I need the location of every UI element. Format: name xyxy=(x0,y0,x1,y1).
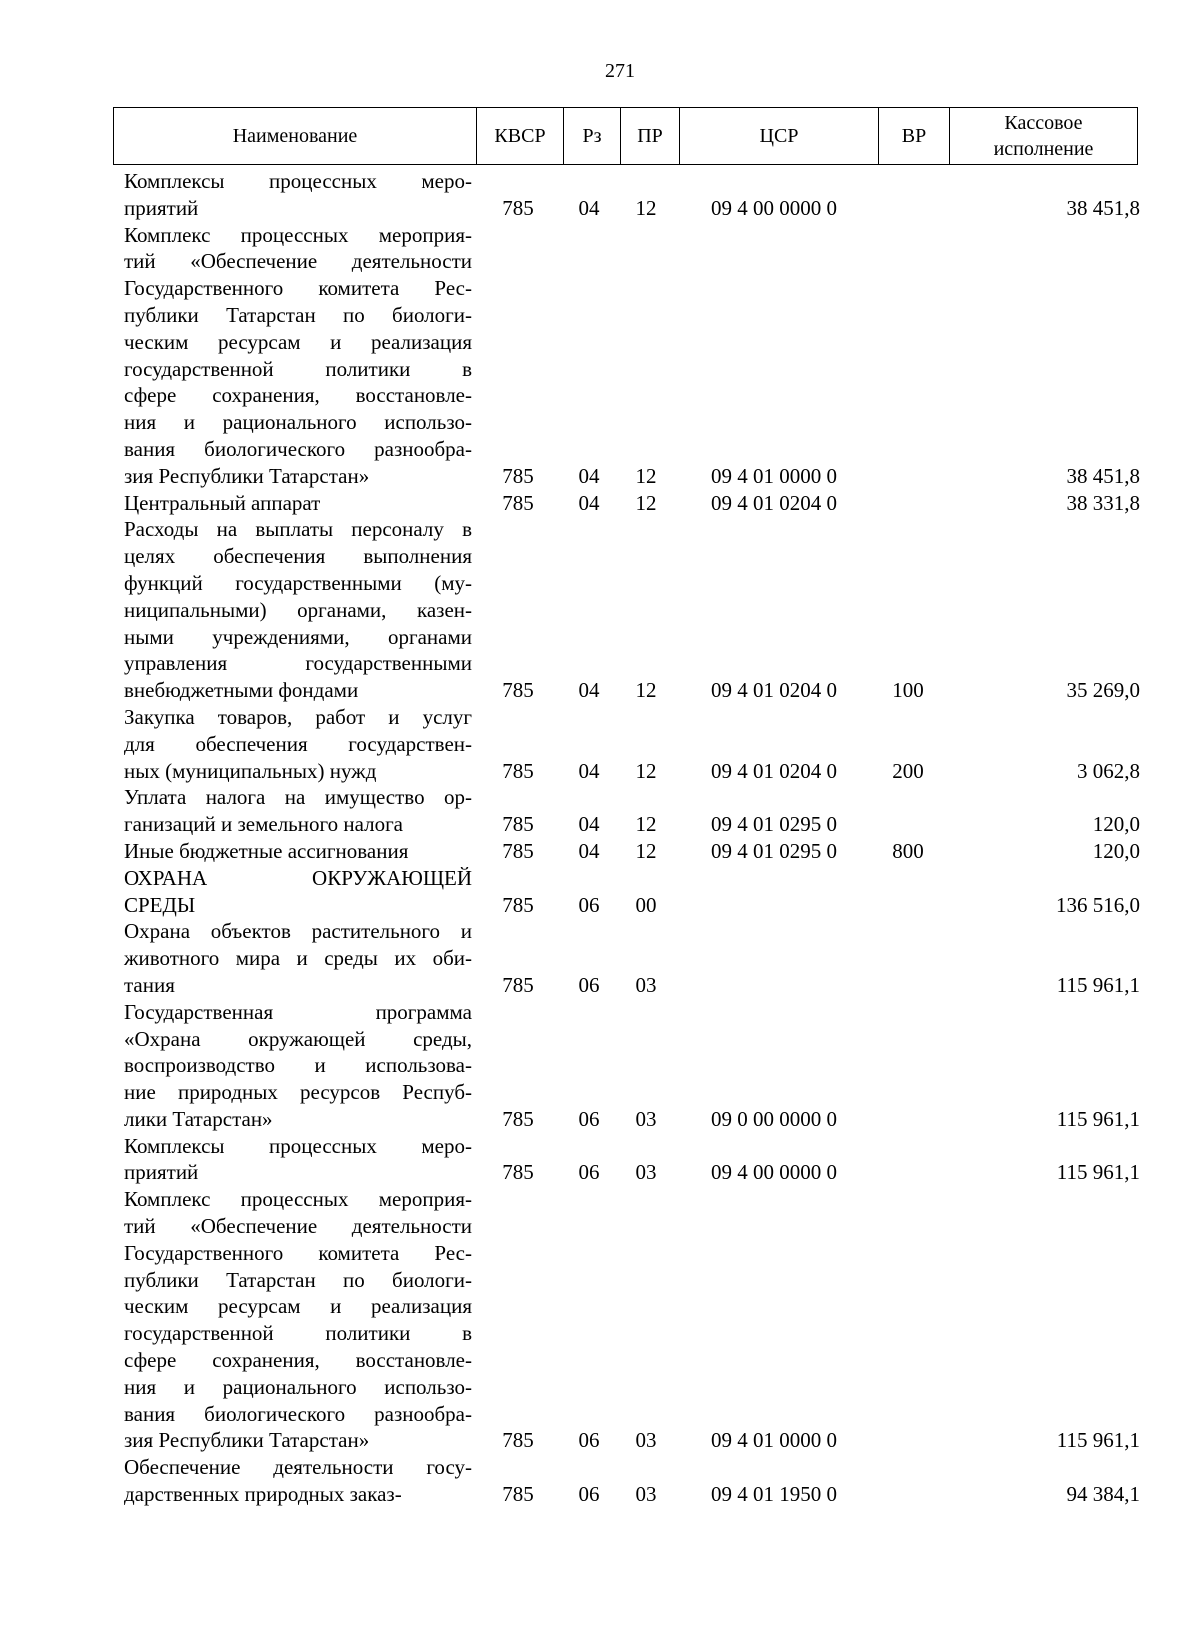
row-rz: 04 xyxy=(578,463,600,488)
row-rz: 04 xyxy=(578,195,600,220)
row-vr: 800 xyxy=(892,838,924,863)
row-kvsr: 785 xyxy=(502,1160,534,1185)
row-pr: 03 xyxy=(635,1428,657,1453)
row-name xyxy=(113,999,475,1133)
row-name xyxy=(113,1186,475,1454)
row-name-line: зия Республики Татарстан» xyxy=(124,463,370,488)
row-name-line: Государственная программа xyxy=(124,999,472,1024)
row-name-line: зия Республики Татарстан» xyxy=(124,1428,370,1453)
row-vr: 200 xyxy=(892,758,924,783)
row-name-line: Центральный аппарат xyxy=(124,490,321,515)
row-csr: 09 4 01 0204 0 xyxy=(711,678,837,703)
table-row xyxy=(113,704,1148,784)
table-row xyxy=(113,1186,1148,1454)
row-name-line: воспроизводство и использова- xyxy=(124,1053,472,1078)
table-row xyxy=(113,784,1148,838)
header-sum-line2: исполнение xyxy=(993,138,1094,160)
row-rz: 04 xyxy=(578,758,600,783)
row-kvsr: 785 xyxy=(502,195,534,220)
row-csr: 09 4 01 1950 0 xyxy=(711,1482,837,1507)
row-csr: 09 4 00 0000 0 xyxy=(711,195,837,220)
row-kvsr: 785 xyxy=(502,812,534,837)
row-name-line: вания биологического разнообра- xyxy=(124,436,472,461)
row-name-line: лики Татарстан» xyxy=(124,1106,273,1131)
row-name-line: управления государственными xyxy=(124,651,472,676)
row-name-line: ных (муниципальных) нужд xyxy=(124,758,377,783)
row-vr: 100 xyxy=(892,678,924,703)
row-csr: 09 4 01 0204 0 xyxy=(711,758,837,783)
row-csr: 09 4 01 0295 0 xyxy=(711,838,837,863)
row-pr: 03 xyxy=(635,972,657,997)
row-name-line: Комплексы процессных меро- xyxy=(124,1133,472,1158)
header-sum-line1: Кассовое xyxy=(1004,112,1083,134)
row-name-line: ганизаций и земельного налога xyxy=(124,812,403,837)
row-pr: 00 xyxy=(635,892,657,917)
row-rz: 04 xyxy=(578,678,600,703)
table-row xyxy=(113,999,1148,1133)
row-kvsr: 785 xyxy=(502,678,534,703)
row-name-line: Комплекс процессных мероприя- xyxy=(124,1187,472,1212)
row-pr: 03 xyxy=(635,1160,657,1185)
row-name-line: тания xyxy=(124,972,175,997)
row-kvsr: 785 xyxy=(502,1106,534,1131)
row-sum: 120,0 xyxy=(1092,838,1140,863)
row-name-line: дарственных природных заказ- xyxy=(124,1482,402,1507)
row-pr: 12 xyxy=(635,490,657,515)
row-pr: 12 xyxy=(635,838,657,863)
row-kvsr: 785 xyxy=(502,1482,534,1507)
row-sum: 35 269,0 xyxy=(1066,678,1140,703)
table-row xyxy=(113,838,1148,865)
header-pr: ПР xyxy=(621,108,680,165)
row-name xyxy=(113,168,475,222)
row-kvsr: 785 xyxy=(502,758,534,783)
table-row xyxy=(113,168,1148,222)
row-name-line: ния и рационального использо- xyxy=(124,1374,472,1399)
header-rz: Рз xyxy=(564,108,621,165)
row-rz: 04 xyxy=(578,812,600,837)
row-pr: 12 xyxy=(635,678,657,703)
row-pr: 12 xyxy=(635,758,657,783)
row-name-line: ческим ресурсам и реализация xyxy=(124,329,472,354)
row-kvsr: 785 xyxy=(502,490,534,515)
row-name-line: целях обеспечения выполнения xyxy=(124,544,472,569)
table-row xyxy=(113,1454,1148,1508)
row-name xyxy=(113,516,475,704)
row-name-line: ниципальными) органами, казен- xyxy=(124,597,472,622)
row-name-line: ния и рационального использо- xyxy=(124,410,472,435)
row-name-line: приятий xyxy=(124,195,199,220)
table-row xyxy=(113,490,1148,517)
header-vr: ВР xyxy=(879,108,950,165)
row-name xyxy=(113,1133,475,1187)
row-name-line: Обеспечение деятельности госу- xyxy=(124,1455,472,1480)
row-name-line: ными учреждениями, органами xyxy=(124,624,472,649)
row-name-line: животного мира и среды их оби- xyxy=(124,946,472,971)
row-name-line: ческим ресурсам и реализация xyxy=(124,1294,472,1319)
row-pr: 03 xyxy=(635,1106,657,1131)
row-sum: 115 961,1 xyxy=(1056,1106,1140,1131)
row-name-line: Комплекс процессных мероприя- xyxy=(124,222,472,247)
row-name-line: для обеспечения государствен- xyxy=(124,731,472,756)
row-name xyxy=(113,918,475,998)
row-rz: 06 xyxy=(578,1106,600,1131)
table-row xyxy=(113,516,1148,704)
header-sum xyxy=(950,108,1138,165)
table-header xyxy=(113,107,1138,165)
row-kvsr: 785 xyxy=(502,892,534,917)
row-name xyxy=(113,865,475,919)
page-number: 271 xyxy=(605,60,635,82)
row-pr: 12 xyxy=(635,812,657,837)
row-name-line: Комплексы процессных меро- xyxy=(124,169,472,193)
table-row xyxy=(113,222,1148,490)
row-name xyxy=(113,1454,475,1508)
row-name-line: Охрана объектов растительного и xyxy=(124,919,472,944)
row-sum: 94 384,1 xyxy=(1066,1482,1140,1507)
row-name-line: тий «Обеспечение деятельности xyxy=(124,1214,472,1239)
row-sum: 115 961,1 xyxy=(1056,1428,1140,1453)
row-sum: 38 451,8 xyxy=(1066,463,1140,488)
row-sum: 115 961,1 xyxy=(1056,1160,1140,1185)
header-kvsr: КВСР xyxy=(477,108,564,165)
row-csr: 09 0 00 0000 0 xyxy=(711,1106,837,1131)
row-sum: 38 451,8 xyxy=(1066,195,1140,220)
row-name-line: государственной политики в xyxy=(124,1321,472,1346)
row-name-line: ОХРАНА ОКРУЖАЮЩЕЙ xyxy=(124,865,472,890)
row-name-line: Иные бюджетные ассигнования xyxy=(124,838,409,863)
row-kvsr: 785 xyxy=(502,972,534,997)
row-name-line: Уплата налога на имущество ор- xyxy=(124,785,472,810)
row-csr: 09 4 01 0000 0 xyxy=(711,1428,837,1453)
row-rz: 06 xyxy=(578,1428,600,1453)
row-name-line: сфере сохранения, восстановле- xyxy=(124,383,472,408)
row-pr: 12 xyxy=(635,195,657,220)
table-row xyxy=(113,1133,1148,1187)
row-name-line: государственной политики в xyxy=(124,356,472,381)
row-csr: 09 4 01 0000 0 xyxy=(711,463,837,488)
row-pr: 03 xyxy=(635,1482,657,1507)
row-name-line: приятий xyxy=(124,1160,199,1185)
row-name xyxy=(113,838,475,865)
row-name-line: внебюджетными фондами xyxy=(124,678,359,703)
row-sum: 136 516,0 xyxy=(1056,892,1140,917)
row-pr: 12 xyxy=(635,463,657,488)
row-name xyxy=(113,704,475,784)
header-csr: ЦСР xyxy=(680,108,879,165)
row-rz: 06 xyxy=(578,972,600,997)
row-rz: 06 xyxy=(578,1482,600,1507)
row-sum: 120,0 xyxy=(1092,812,1140,837)
table-row xyxy=(113,918,1148,998)
row-name xyxy=(113,784,475,838)
row-csr: 09 4 01 0295 0 xyxy=(711,812,837,837)
row-name-line: публики Татарстан по биологи- xyxy=(124,1267,472,1292)
row-name-line: «Охрана окружающей среды, xyxy=(124,1026,472,1051)
row-sum: 115 961,1 xyxy=(1056,972,1140,997)
row-kvsr: 785 xyxy=(502,1428,534,1453)
row-kvsr: 785 xyxy=(502,838,534,863)
row-name-line: Расходы на выплаты персоналу в xyxy=(124,517,472,542)
row-rz: 04 xyxy=(578,490,600,515)
row-name-line: функций государственными (му- xyxy=(124,570,472,595)
row-name xyxy=(113,490,475,517)
row-sum: 3 062,8 xyxy=(1077,758,1140,783)
row-name-line: публики Татарстан по биологи- xyxy=(124,302,472,327)
row-name xyxy=(113,222,475,490)
row-rz: 06 xyxy=(578,892,600,917)
table-row xyxy=(113,865,1148,919)
row-csr: 09 4 00 0000 0 xyxy=(711,1160,837,1185)
row-name-line: вания биологического разнообра- xyxy=(124,1401,472,1426)
row-name-line: Государственного комитета Рес- xyxy=(124,1240,472,1265)
header-name: Наименование xyxy=(114,108,477,165)
row-name-line: Государственного комитета Рес- xyxy=(124,276,472,301)
row-name-line: Закупка товаров, работ и услуг xyxy=(124,704,472,729)
row-sum: 38 331,8 xyxy=(1066,490,1140,515)
budget-table-body xyxy=(113,168,1148,1508)
row-name-line: тий «Обеспечение деятельности xyxy=(124,249,472,274)
row-rz: 06 xyxy=(578,1160,600,1185)
row-name-line: сфере сохранения, восстановле- xyxy=(124,1348,472,1373)
row-name-line: ние природных ресурсов Респуб- xyxy=(124,1080,472,1105)
row-csr: 09 4 01 0204 0 xyxy=(711,490,837,515)
row-rz: 04 xyxy=(578,838,600,863)
row-kvsr: 785 xyxy=(502,463,534,488)
row-name-line: СРЕДЫ xyxy=(124,892,196,917)
